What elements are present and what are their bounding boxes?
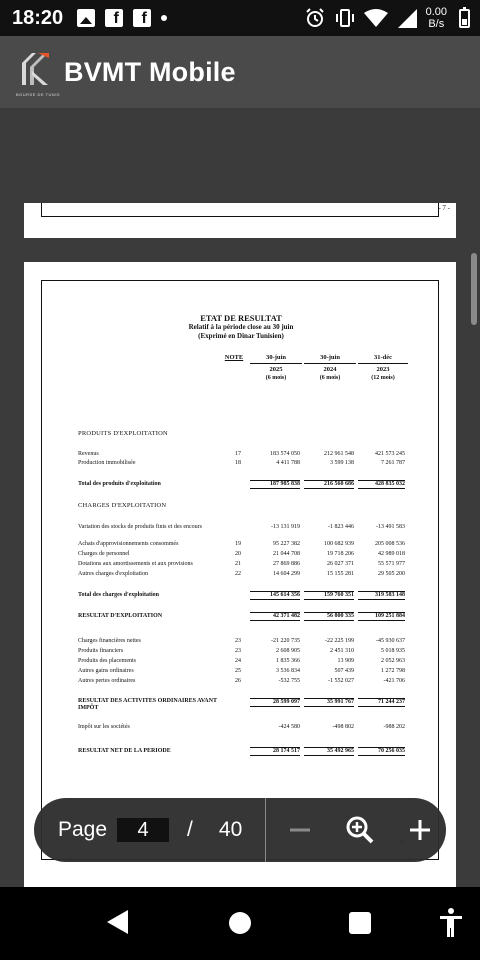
row-label: Produits des placements	[78, 658, 136, 664]
table-row	[78, 647, 408, 655]
navigation-bar	[0, 887, 480, 960]
row-value-2023: 319 583 148	[358, 591, 405, 600]
table-row	[78, 677, 408, 685]
row-value-2023: -988 202	[383, 724, 405, 730]
speed-unit: B/s	[428, 18, 445, 30]
zoom-in-button[interactable]	[400, 810, 440, 850]
row-value-2023: 428 835 032	[358, 480, 405, 489]
facebook-icon	[105, 9, 123, 27]
row-value-2025: 27 869 886	[273, 561, 300, 567]
logo-mark-icon	[18, 51, 50, 85]
row-note: 26	[235, 678, 241, 684]
row-value-2023: 2 052 963	[381, 658, 405, 664]
statement-heading	[42, 314, 440, 341]
page-total: 40	[218, 818, 243, 841]
row-note: 23	[235, 648, 241, 654]
speed-value: 0.00	[425, 6, 447, 18]
table-row	[78, 560, 408, 568]
gallery-icon	[77, 9, 95, 27]
row-value-2023: 42 989 018	[378, 551, 405, 557]
pdf-page-current[interactable]	[24, 262, 456, 887]
row-note: 21	[235, 561, 241, 567]
app-title: BVMT Mobile	[64, 56, 236, 87]
table-row	[78, 637, 408, 645]
zoom-fit-button[interactable]	[340, 810, 380, 850]
row-value-2023: 109 251 884	[358, 612, 405, 621]
row-value-2024: 35 492 965	[304, 747, 354, 756]
row-value-2023: 421 573 245	[375, 451, 405, 457]
row-value-2025: -424 580	[278, 724, 300, 730]
row-label: RESULTAT D'EXPLOITATION	[78, 613, 163, 619]
table-row	[78, 591, 408, 599]
row-value-2025: 21 044 708	[273, 551, 300, 557]
status-right	[304, 6, 470, 30]
row-note: 18	[235, 460, 241, 466]
row-note: 20	[235, 551, 241, 557]
status-time: 18:20	[12, 6, 64, 29]
row-value-2024: 3 599 138	[330, 460, 354, 466]
row-value-2024: 19 718 206	[327, 551, 354, 557]
back-button[interactable]	[107, 910, 128, 934]
page-separator: /	[187, 818, 193, 841]
row-value-2024: 13 909	[337, 658, 354, 664]
row-value-2025: 183 574 050	[270, 451, 300, 457]
table-row	[78, 698, 408, 714]
table-row	[78, 430, 408, 438]
column-header-note: NOTE	[224, 354, 244, 361]
column-header-2023	[358, 353, 408, 383]
row-label: Produits financiers	[78, 648, 124, 654]
logo-caption: BOURSE DE TUNIS	[16, 92, 61, 97]
table-row	[78, 723, 408, 731]
network-speed	[426, 6, 447, 30]
app-logo	[16, 47, 61, 97]
row-value-2023: 71 244 237	[358, 698, 405, 707]
row-note: 25	[235, 668, 241, 674]
row-value-2025: -13 131 919	[271, 524, 300, 530]
row-value-2025: -21 220 735	[271, 638, 300, 644]
row-value-2024: 159 760 351	[304, 591, 354, 600]
table-row	[78, 480, 408, 488]
vibrate-icon	[334, 7, 356, 29]
column-date: 31-déc	[358, 353, 408, 364]
row-value-2024: -1 552 027	[328, 678, 354, 684]
row-label: Achats d'approvisionnements consommés	[78, 541, 179, 547]
row-value-2023: -13 491 583	[376, 524, 405, 530]
row-value-2024: 56 800 335	[304, 612, 354, 621]
accessibility-icon[interactable]	[437, 907, 465, 939]
row-value-2025: 42 371 482	[250, 612, 300, 621]
row-note: 23	[235, 638, 241, 644]
notification-icons	[77, 9, 167, 27]
page-controller	[34, 798, 446, 862]
row-label: RESULTAT DES ACTIVITES ORDINAIRES AVANT IMPÔT	[78, 698, 217, 711]
column-period: (6 mois)	[319, 375, 341, 381]
table-row	[78, 524, 408, 540]
row-value-2025: 145 614 356	[250, 591, 300, 600]
page-frame	[41, 203, 439, 217]
row-value-2024: 35 991 767	[304, 698, 354, 707]
row-value-2024: -498 802	[332, 724, 354, 730]
home-button[interactable]	[229, 912, 251, 934]
wifi-icon	[364, 8, 388, 28]
statement-title: ETAT DE RESULTAT	[200, 313, 282, 323]
table-row	[78, 450, 408, 458]
row-value-2025: 1 835 366	[276, 658, 300, 664]
pager-divider	[265, 798, 266, 862]
statement-currency-note: (Exprimé en Dinar Tunisien)	[198, 332, 284, 340]
row-value-2023: 7 261 787	[381, 460, 405, 466]
row-label: PRODUITS D'EXPLOITATION	[78, 430, 168, 437]
row-label: RESULTAT NET DE LA PERIODE	[78, 748, 171, 754]
page-frame	[41, 280, 439, 860]
row-value-2025: 95 227 382	[273, 541, 300, 547]
pdf-page-previous[interactable]	[24, 203, 456, 238]
row-note: 24	[235, 658, 241, 664]
row-label: Autres charges d'exploitation	[78, 571, 148, 577]
column-period: (12 mois)	[371, 375, 395, 381]
row-value-2024: 216 560 686	[304, 480, 354, 489]
row-label: Revenus	[78, 451, 99, 457]
page-number-label: - 7 -	[438, 204, 450, 212]
row-value-2024: 507 439	[334, 668, 354, 674]
row-value-2025: 187 985 838	[250, 480, 300, 489]
page-number-input[interactable]	[117, 818, 169, 842]
status-bar	[0, 0, 480, 36]
row-value-2024: -1 823 446	[328, 524, 354, 530]
row-note: 22	[235, 571, 241, 577]
row-value-2023: -421 706	[383, 678, 405, 684]
row-value-2024: 15 155 281	[327, 571, 354, 577]
row-note: 17	[235, 451, 241, 457]
row-label: Total des produits d'exploitation	[78, 481, 161, 487]
pdf-viewer[interactable]	[0, 108, 480, 887]
column-year: 2023	[376, 366, 390, 373]
table-row	[78, 612, 408, 620]
row-value-2023: 5 018 935	[381, 648, 405, 654]
table-row	[78, 459, 408, 467]
row-note: 19	[235, 541, 241, 547]
minus-icon	[287, 817, 313, 843]
row-value-2025: -532 755	[278, 678, 300, 684]
table-row	[78, 570, 408, 578]
row-value-2024: 26 027 371	[327, 561, 354, 567]
row-value-2025: 14 604 299	[273, 571, 300, 577]
income-statement	[42, 281, 440, 861]
row-value-2023: 29 505 200	[378, 571, 405, 577]
table-row	[78, 657, 408, 665]
row-value-2023: 70 256 035	[358, 747, 405, 756]
row-label: Production immobilisée	[78, 460, 136, 466]
row-value-2023: 1 272 798	[381, 668, 405, 674]
more-notifications-icon	[161, 15, 167, 21]
zoom-in-icon	[345, 815, 375, 845]
app-bar	[0, 36, 480, 108]
row-label: Charges financières nettes	[78, 638, 141, 644]
battery-icon	[459, 9, 470, 28]
row-value-2023: -45 930 637	[376, 638, 405, 644]
row-label: Autres gains ordinaires	[78, 668, 134, 674]
row-value-2025: 28 599 097	[250, 698, 300, 707]
row-label: Autres pertes ordinaires	[78, 678, 136, 684]
column-header-2025	[250, 353, 302, 383]
recent-apps-button[interactable]	[349, 912, 371, 934]
column-period: (6 mois)	[265, 375, 287, 381]
table-row	[78, 550, 408, 558]
row-label: CHARGES D'EXPLOITATION	[78, 502, 167, 509]
table-row	[78, 667, 408, 675]
page-label: Page	[58, 818, 108, 841]
plus-icon	[407, 817, 433, 843]
facebook-icon	[133, 9, 151, 27]
row-label: Variation des stocks de produits finis et des encours	[78, 524, 202, 530]
alarm-icon	[304, 7, 326, 29]
row-value-2024: 100 682 939	[324, 541, 354, 547]
row-value-2025: 28 174 517	[250, 747, 300, 756]
row-value-2025: 2 608 905	[276, 648, 300, 654]
row-value-2023: 55 571 977	[378, 561, 405, 567]
row-value-2024: -22 225 199	[325, 638, 354, 644]
row-label: Total des charges d'exploitation	[78, 592, 159, 598]
row-value-2025: 4 411 788	[276, 460, 300, 466]
column-date: 30-juin	[250, 353, 302, 364]
table-row	[78, 540, 408, 548]
signal-icon	[396, 7, 418, 29]
column-date: 30-juin	[304, 353, 356, 364]
scroll-handle[interactable]	[471, 253, 477, 325]
row-label: Charges de personnel	[78, 551, 130, 557]
row-value-2024: 212 961 548	[324, 451, 354, 457]
row-label: Dotations aux amortissements et aux provisions	[78, 561, 193, 567]
column-year: 2024	[323, 366, 337, 373]
column-year: 2025	[269, 366, 283, 373]
column-header-2024	[304, 353, 356, 383]
table-row	[78, 747, 408, 755]
statement-subtitle: Relatif à la période close au 30 juin	[188, 323, 294, 331]
zoom-out-button[interactable]	[280, 810, 320, 850]
row-label: Impôt sur les sociétés	[78, 724, 130, 730]
table-row	[78, 502, 408, 510]
row-value-2024: 2 451 310	[330, 648, 354, 654]
row-value-2025: 3 536 834	[276, 668, 300, 674]
row-value-2023: 205 008 536	[375, 541, 405, 547]
